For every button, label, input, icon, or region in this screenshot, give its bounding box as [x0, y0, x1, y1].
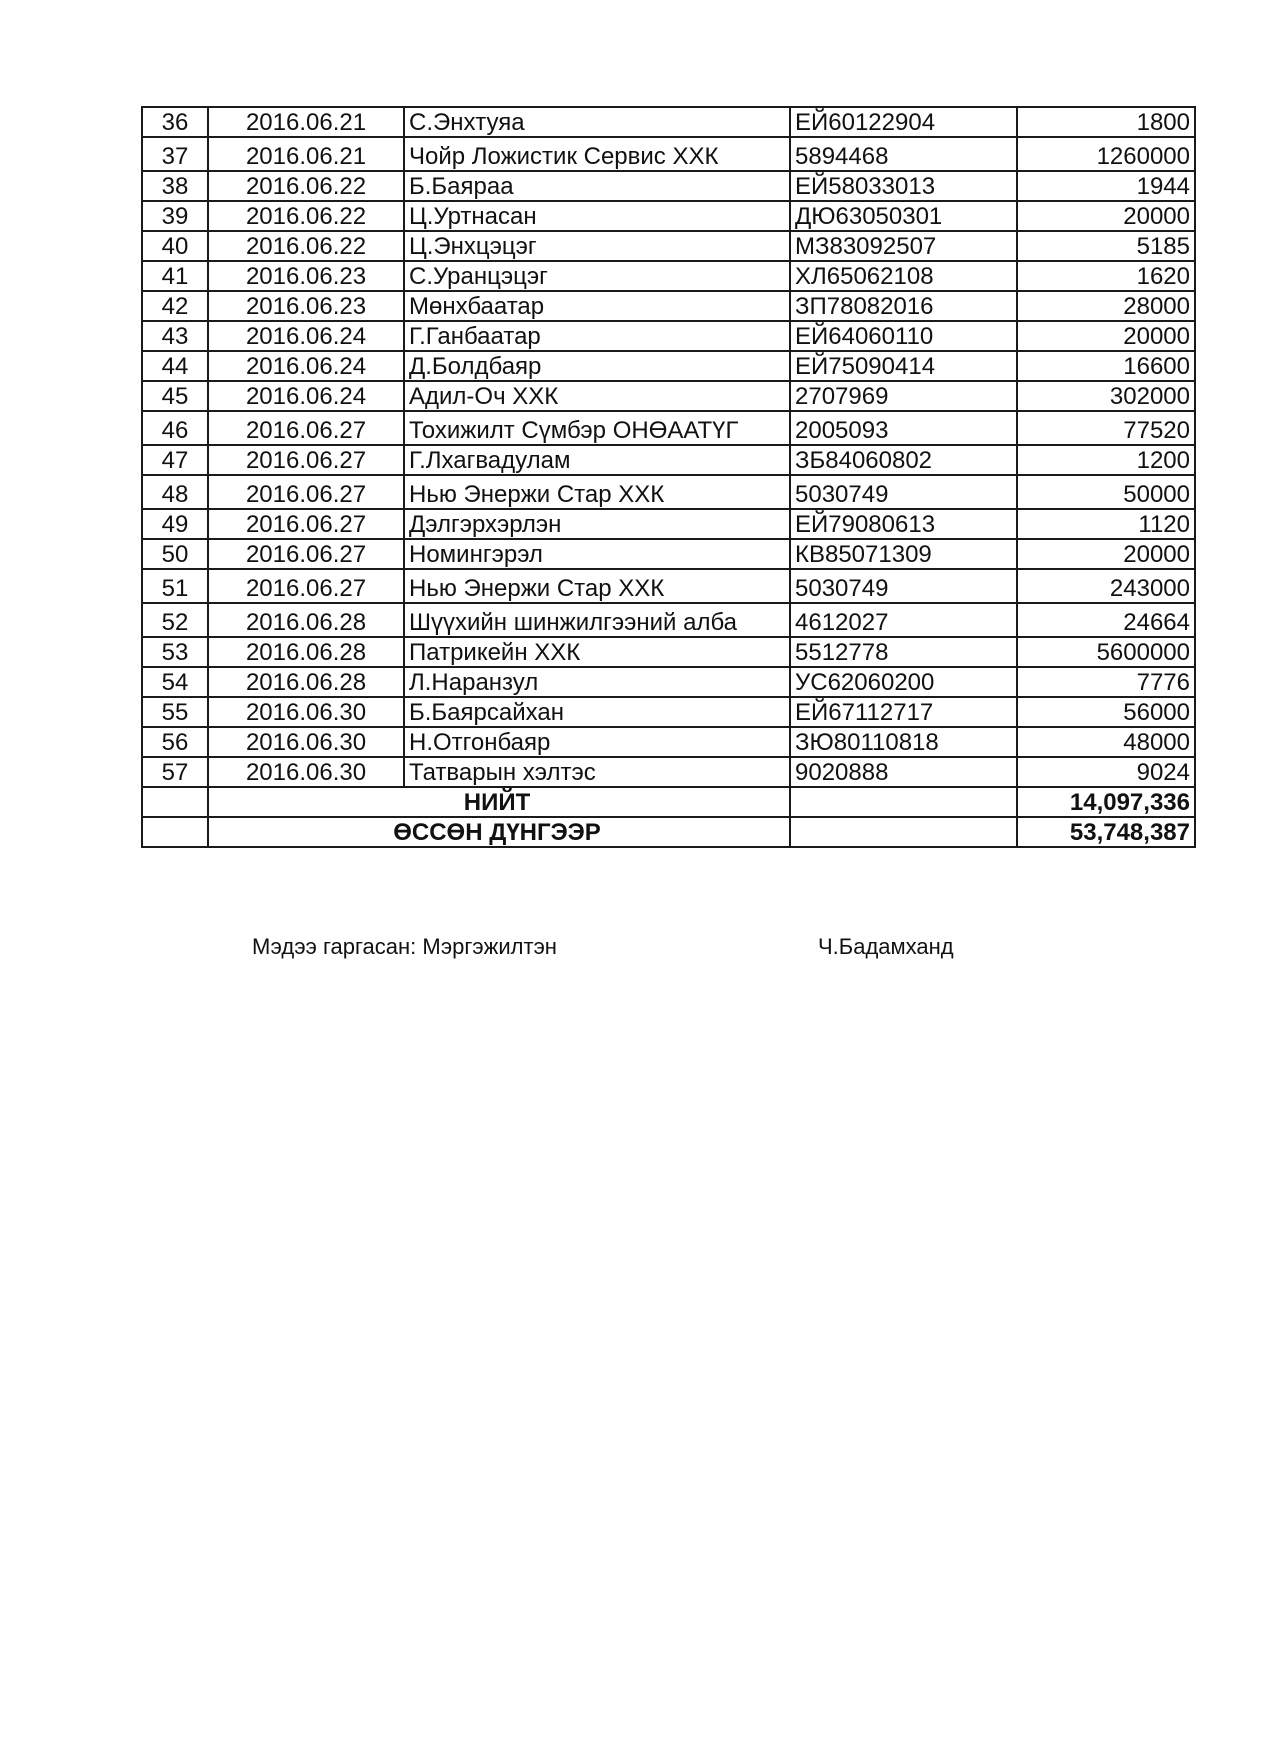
- row-amount: 16600: [1017, 351, 1195, 381]
- row-code: ЗП78082016: [790, 291, 1017, 321]
- row-name: Нью Энержи Стар ХХК: [404, 569, 790, 603]
- table-row: [142, 261, 1195, 291]
- table-row: [142, 637, 1195, 667]
- row-amount: 243000: [1017, 569, 1195, 603]
- table-row: [142, 351, 1195, 381]
- table-row: [142, 727, 1195, 757]
- row-code: ХЛ65062108: [790, 261, 1017, 291]
- row-number: 50: [142, 539, 208, 569]
- table-row: [142, 381, 1195, 411]
- row-amount: 28000: [1017, 291, 1195, 321]
- row-number: 54: [142, 667, 208, 697]
- row-date: 2016.06.21: [208, 107, 404, 137]
- total-code-cell: [790, 787, 1017, 817]
- row-date: 2016.06.30: [208, 757, 404, 787]
- row-name: Чойр Ложистик Сервис ХХК: [404, 137, 790, 171]
- table-row: [142, 231, 1195, 261]
- row-code: ЗЮ80110818: [790, 727, 1017, 757]
- row-code: ЕЙ64060110: [790, 321, 1017, 351]
- row-name: С.Уранцэцэг: [404, 261, 790, 291]
- row-number: 43: [142, 321, 208, 351]
- row-code: МЗ83092507: [790, 231, 1017, 261]
- row-amount: 56000: [1017, 697, 1195, 727]
- total-empty-cell: [142, 787, 208, 817]
- row-number: 51: [142, 569, 208, 603]
- donation-ledger-table: [141, 106, 1196, 848]
- row-date: 2016.06.27: [208, 509, 404, 539]
- row-number: 45: [142, 381, 208, 411]
- row-name: Г.Ганбаатар: [404, 321, 790, 351]
- table-row: [142, 291, 1195, 321]
- row-name: Д.Болдбаяр: [404, 351, 790, 381]
- row-number: 38: [142, 171, 208, 201]
- row-amount: 20000: [1017, 201, 1195, 231]
- row-code: ЕЙ58033013: [790, 171, 1017, 201]
- row-name: Татварын хэлтэс: [404, 757, 790, 787]
- row-date: 2016.06.30: [208, 697, 404, 727]
- row-number: 49: [142, 509, 208, 539]
- row-number: 48: [142, 475, 208, 509]
- row-number: 42: [142, 291, 208, 321]
- total-row: [142, 787, 1195, 817]
- row-amount: 7776: [1017, 667, 1195, 697]
- row-number: 37: [142, 137, 208, 171]
- row-code: 5894468: [790, 137, 1017, 171]
- cumulative-empty-cell: [142, 817, 208, 847]
- row-name: Шүүхийн шинжилгээний алба: [404, 603, 790, 637]
- row-amount: 1800: [1017, 107, 1195, 137]
- row-amount: 77520: [1017, 411, 1195, 445]
- row-date: 2016.06.24: [208, 381, 404, 411]
- row-date: 2016.06.30: [208, 727, 404, 757]
- row-date: 2016.06.24: [208, 321, 404, 351]
- ledger-totals: [142, 787, 1195, 847]
- row-name: Дэлгэрхэрлэн: [404, 509, 790, 539]
- row-number: 46: [142, 411, 208, 445]
- row-name: Мөнхбаатар: [404, 291, 790, 321]
- row-code: КВ85071309: [790, 539, 1017, 569]
- table-row: [142, 201, 1195, 231]
- row-amount: 1944: [1017, 171, 1195, 201]
- row-code: ЗБ84060802: [790, 445, 1017, 475]
- row-number: 44: [142, 351, 208, 381]
- table-row: [142, 171, 1195, 201]
- row-date: 2016.06.27: [208, 475, 404, 509]
- row-name: Б.Баяраа: [404, 171, 790, 201]
- cumulative-label: ӨССӨН ДҮНГЭЭР: [208, 817, 790, 847]
- table-row: [142, 137, 1195, 171]
- row-number: 40: [142, 231, 208, 261]
- ledger-body: [142, 107, 1195, 787]
- row-name: Н.Отгонбаяр: [404, 727, 790, 757]
- row-number: 53: [142, 637, 208, 667]
- row-name: Г.Лхагвадулам: [404, 445, 790, 475]
- row-code: 5030749: [790, 569, 1017, 603]
- table-row: [142, 569, 1195, 603]
- row-date: 2016.06.21: [208, 137, 404, 171]
- row-date: 2016.06.27: [208, 445, 404, 475]
- table-row: [142, 411, 1195, 445]
- row-number: 47: [142, 445, 208, 475]
- row-number: 55: [142, 697, 208, 727]
- row-amount: 5185: [1017, 231, 1195, 261]
- row-name: Нью Энержи Стар ХХК: [404, 475, 790, 509]
- row-amount: 302000: [1017, 381, 1195, 411]
- row-amount: 9024: [1017, 757, 1195, 787]
- row-date: 2016.06.27: [208, 411, 404, 445]
- row-date: 2016.06.22: [208, 171, 404, 201]
- row-amount: 20000: [1017, 539, 1195, 569]
- row-code: 2707969: [790, 381, 1017, 411]
- cumulative-amount: 53,748,387: [1017, 817, 1195, 847]
- row-code: УС62060200: [790, 667, 1017, 697]
- row-date: 2016.06.23: [208, 291, 404, 321]
- row-date: 2016.06.27: [208, 569, 404, 603]
- row-number: 36: [142, 107, 208, 137]
- row-code: ЕЙ79080613: [790, 509, 1017, 539]
- table-row: [142, 603, 1195, 637]
- row-date: 2016.06.22: [208, 201, 404, 231]
- row-date: 2016.06.24: [208, 351, 404, 381]
- row-number: 39: [142, 201, 208, 231]
- issued-by-text: Мэдээ гаргасан: Мэргэжилтэн: [252, 934, 557, 959]
- table-row: [142, 107, 1195, 137]
- row-name: Б.Баярсайхан: [404, 697, 790, 727]
- signer-name: Ч.Бадамханд: [818, 934, 954, 959]
- row-date: 2016.06.22: [208, 231, 404, 261]
- row-date: 2016.06.28: [208, 667, 404, 697]
- row-number: 56: [142, 727, 208, 757]
- row-code: 9020888: [790, 757, 1017, 787]
- row-amount: 48000: [1017, 727, 1195, 757]
- row-date: 2016.06.23: [208, 261, 404, 291]
- row-code: 2005093: [790, 411, 1017, 445]
- row-code: ЕЙ75090414: [790, 351, 1017, 381]
- row-amount: 24664: [1017, 603, 1195, 637]
- table-row: [142, 509, 1195, 539]
- row-number: 57: [142, 757, 208, 787]
- table-row: [142, 667, 1195, 697]
- row-name: Ц.Уртнасан: [404, 201, 790, 231]
- row-name: Номингэрэл: [404, 539, 790, 569]
- row-name: Ц.Энхцэцэг: [404, 231, 790, 261]
- table-row: [142, 539, 1195, 569]
- table-row: [142, 697, 1195, 727]
- row-number: 52: [142, 603, 208, 637]
- row-amount: 50000: [1017, 475, 1195, 509]
- row-code: 5512778: [790, 637, 1017, 667]
- table-row: [142, 757, 1195, 787]
- row-name: Адил-Оч ХХК: [404, 381, 790, 411]
- row-code: ЕЙ60122904: [790, 107, 1017, 137]
- cumulative-code-cell: [790, 817, 1017, 847]
- row-date: 2016.06.28: [208, 637, 404, 667]
- total-amount: 14,097,336: [1017, 787, 1195, 817]
- row-number: 41: [142, 261, 208, 291]
- table-row: [142, 321, 1195, 351]
- row-amount: 1120: [1017, 509, 1195, 539]
- row-amount: 20000: [1017, 321, 1195, 351]
- table-row: [142, 445, 1195, 475]
- row-amount: 1200: [1017, 445, 1195, 475]
- row-amount: 1260000: [1017, 137, 1195, 171]
- row-name: Патрикейн ХХК: [404, 637, 790, 667]
- row-name: С.Энхтуяа: [404, 107, 790, 137]
- row-code: 4612027: [790, 603, 1017, 637]
- row-name: Л.Наранзул: [404, 667, 790, 697]
- row-date: 2016.06.28: [208, 603, 404, 637]
- row-name: Тохижилт Сүмбэр ОНӨААТҮГ: [404, 411, 790, 445]
- row-code: 5030749: [790, 475, 1017, 509]
- cumulative-row: [142, 817, 1195, 847]
- total-label: НИЙТ: [208, 787, 790, 817]
- row-code: ЕЙ67112717: [790, 697, 1017, 727]
- table-row: [142, 475, 1195, 509]
- row-amount: 1620: [1017, 261, 1195, 291]
- row-code: ДЮ63050301: [790, 201, 1017, 231]
- row-amount: 5600000: [1017, 637, 1195, 667]
- row-date: 2016.06.27: [208, 539, 404, 569]
